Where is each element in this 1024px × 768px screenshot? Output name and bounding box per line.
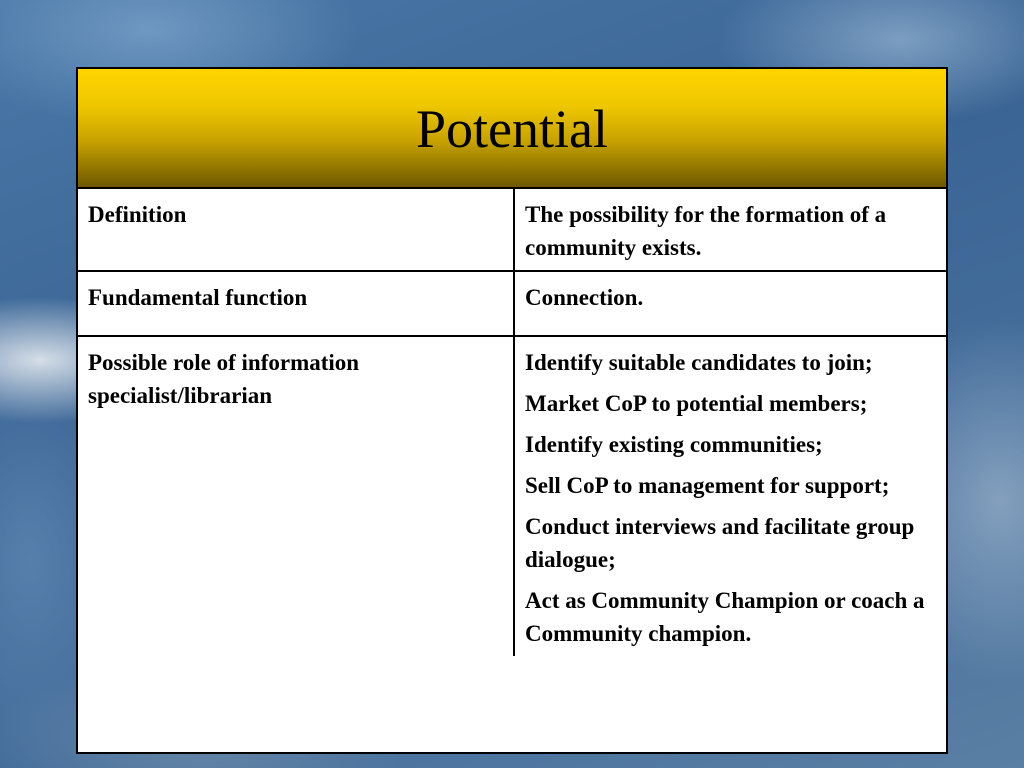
slide-panel	[76, 67, 948, 754]
table-row-definition	[78, 189, 946, 271]
row-value-role-list	[514, 336, 946, 656]
list-item: Market CoP to potential members;	[525, 391, 868, 416]
list-item: Identify existing communities;	[525, 432, 823, 457]
info-table	[78, 189, 946, 656]
list-item: Act as Community Champion or coach a Community champion.	[525, 588, 925, 646]
list-item: Identify suitable candidates to join;	[525, 350, 873, 375]
slide-title: Potential	[416, 99, 608, 159]
table-row-fundamental-function	[78, 271, 946, 336]
row-label-role: Possible role of information specialist/librarian	[78, 336, 514, 656]
title-bar	[78, 69, 946, 189]
row-value-fundamental-function: Connection.	[514, 271, 946, 336]
row-label-fundamental-function: Fundamental function	[78, 271, 514, 336]
row-value-definition: The possibility for the formation of a community exists.	[514, 189, 946, 271]
table-row-role	[78, 336, 946, 656]
list-item: Sell CoP to management for support;	[525, 473, 890, 498]
row-label-definition: Definition	[78, 189, 514, 271]
list-item: Conduct interviews and facilitate group dialogue;	[525, 514, 915, 572]
